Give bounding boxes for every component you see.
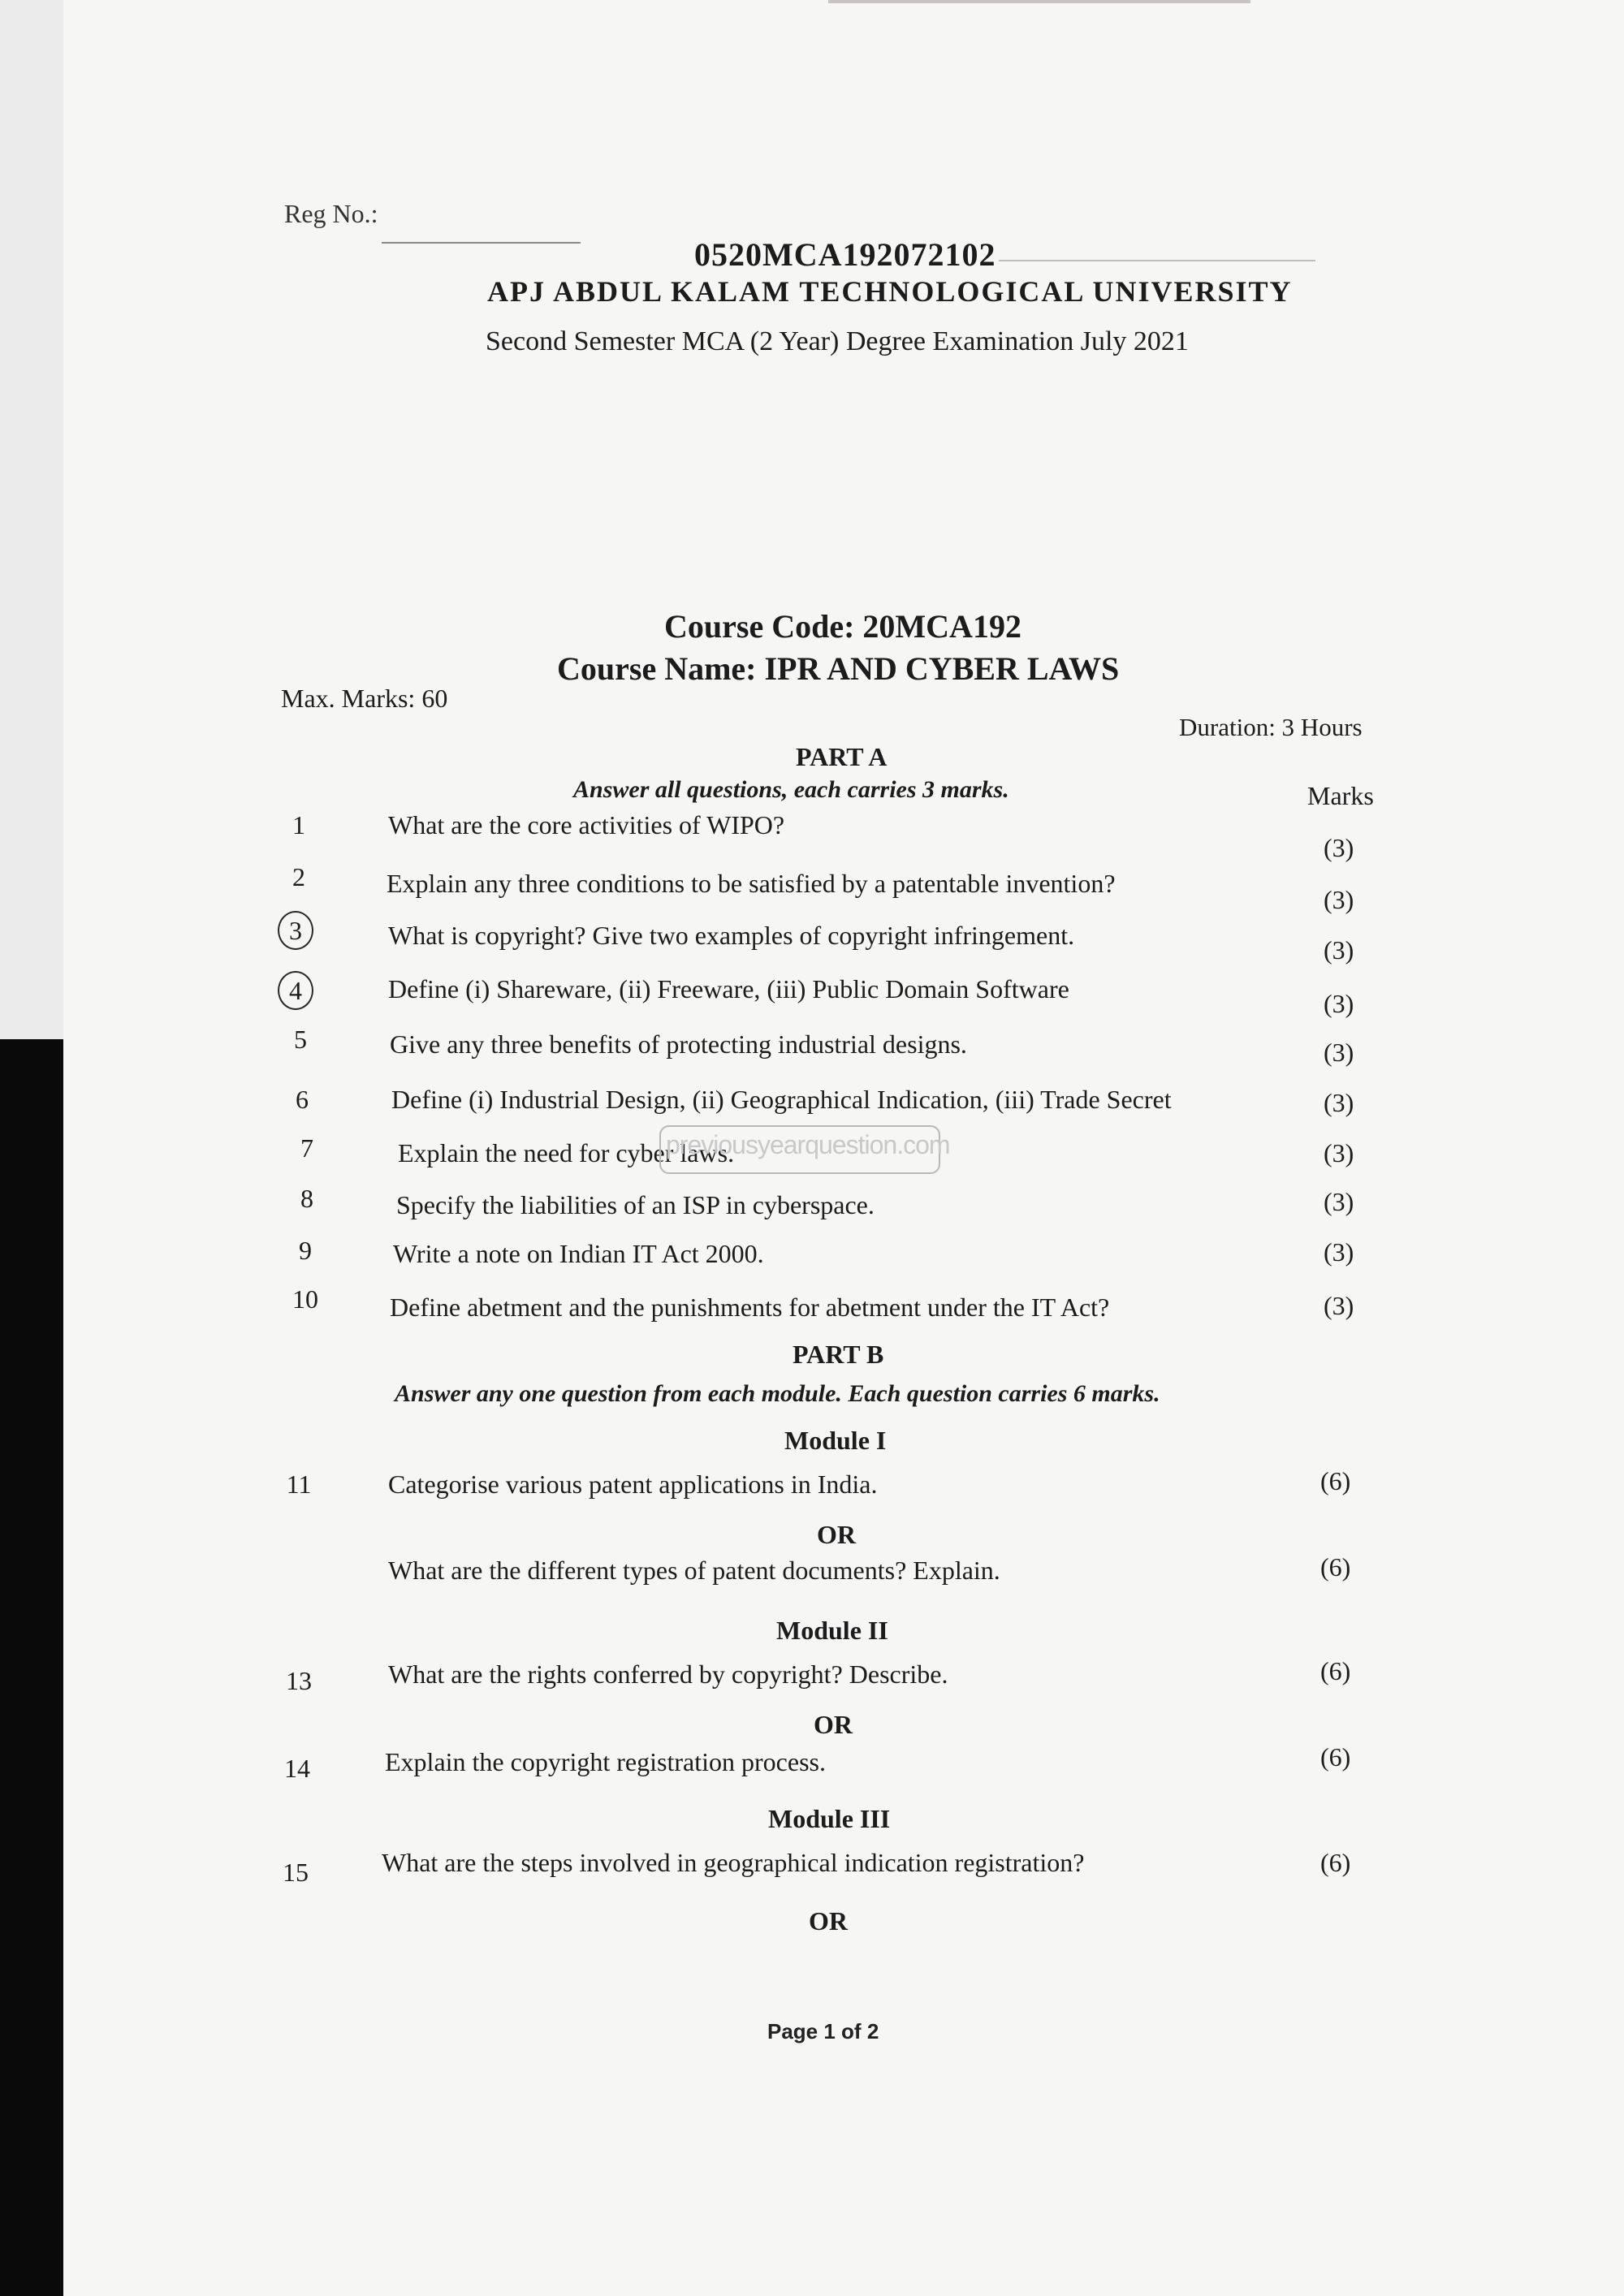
watermark-text: previousyearquestion.com	[666, 1130, 950, 1159]
paper-code-line	[999, 260, 1315, 261]
question-text: Define (i) Industrial Design, (ii) Geographical Indication, (iii) Trade Secret	[391, 1085, 1172, 1114]
question-number: 14	[284, 1754, 310, 1783]
question-text: What are the rights conferred by copyright? Describe.	[388, 1659, 948, 1689]
part-b-title: PART B	[793, 1340, 884, 1369]
question-marks: (3)	[1324, 1138, 1354, 1167]
question-text: Explain the copyright registration process.	[385, 1747, 826, 1776]
reg-no-label: Reg No.:	[284, 199, 378, 228]
question-marks: (3)	[1324, 989, 1354, 1018]
question-marks: (3)	[1324, 833, 1354, 862]
question-text: Explain any three conditions to be satisfied by a patentable invention?	[387, 869, 1116, 898]
question-marks: (6)	[1320, 1848, 1351, 1877]
question-number: 10	[292, 1284, 318, 1314]
question-marks: (3)	[1324, 1187, 1354, 1216]
paper-code: 0520MCA192072102	[694, 236, 996, 273]
question-text: Explain the need for cyber laws.	[398, 1138, 735, 1167]
question-marks: (3)	[1324, 1291, 1354, 1320]
reg-no-blank-line	[382, 242, 581, 244]
marks-header: Marks	[1307, 781, 1374, 810]
question-number-circled: 4	[278, 971, 313, 1010]
or-separator: OR	[809, 1906, 848, 1936]
question-text: What are the steps involved in geographical indication registration?	[382, 1848, 1085, 1877]
question-number: 6	[296, 1085, 309, 1114]
question-number: 8	[300, 1184, 313, 1213]
page-number: Page 1 of 2	[767, 2019, 879, 2044]
part-b-instruction: Answer any one question from each module. Each question carries 6 marks.	[395, 1380, 1160, 1407]
part-a-title: PART A	[796, 742, 888, 771]
question-text: Categorise various patent applications in India.	[388, 1470, 878, 1499]
module-title: Module I	[784, 1426, 887, 1455]
question-text: Write a note on Indian IT Act 2000.	[393, 1239, 764, 1268]
question-number: 13	[286, 1666, 312, 1695]
question-marks: (6)	[1320, 1742, 1351, 1772]
question-marks: (6)	[1320, 1466, 1351, 1495]
exam-title: Second Semester MCA (2 Year) Degree Examination July 2021	[486, 326, 1189, 356]
question-number: 7	[300, 1133, 313, 1163]
or-separator: OR	[817, 1520, 856, 1549]
module-title: Module III	[768, 1804, 891, 1833]
max-marks: Max. Marks: 60	[281, 684, 448, 713]
part-a-instruction: Answer all questions, each carries 3 marks.	[573, 776, 1009, 803]
question-marks: (3)	[1324, 1088, 1354, 1117]
question-number: 2	[292, 862, 305, 891]
question-marks: (3)	[1324, 935, 1354, 965]
scan-dark-edge	[0, 1039, 63, 2296]
question-number: 15	[283, 1858, 309, 1887]
question-number: 1	[292, 810, 305, 839]
question-text: Define abetment and the punishments for abetment under the IT Act?	[390, 1293, 1110, 1322]
question-marks: (3)	[1324, 1038, 1354, 1067]
question-text: Define (i) Shareware, (ii) Freeware, (iii) Public Domain Software	[388, 974, 1069, 1003]
question-number: 11	[286, 1470, 312, 1499]
question-marks: (3)	[1324, 885, 1354, 914]
question-marks: (6)	[1320, 1656, 1351, 1685]
course-code: Course Code: 20MCA192	[664, 608, 1021, 645]
scan-top-mark	[828, 0, 1250, 3]
course-name: Course Name: IPR AND CYBER LAWS	[557, 650, 1120, 687]
question-text: What is copyright? Give two examples of copyright infringement.	[388, 921, 1075, 950]
question-text: What are the different types of patent documents? Explain.	[388, 1556, 1000, 1585]
question-text: What are the core activities of WIPO?	[388, 810, 785, 839]
question-text: Specify the liabilities of an ISP in cyberspace.	[396, 1190, 875, 1219]
duration: Duration: 3 Hours	[1179, 713, 1363, 741]
module-title: Module II	[776, 1616, 888, 1645]
question-number-circled: 3	[278, 911, 313, 950]
university-name: APJ ABDUL KALAM TECHNOLOGICAL UNIVERSITY	[487, 275, 1293, 308]
or-separator: OR	[814, 1710, 853, 1739]
question-marks: (6)	[1320, 1552, 1351, 1582]
question-number: 5	[294, 1025, 307, 1054]
question-number: 9	[299, 1236, 312, 1265]
question-marks: (3)	[1324, 1237, 1354, 1267]
question-text: Give any three benefits of protecting industrial designs.	[390, 1029, 967, 1059]
